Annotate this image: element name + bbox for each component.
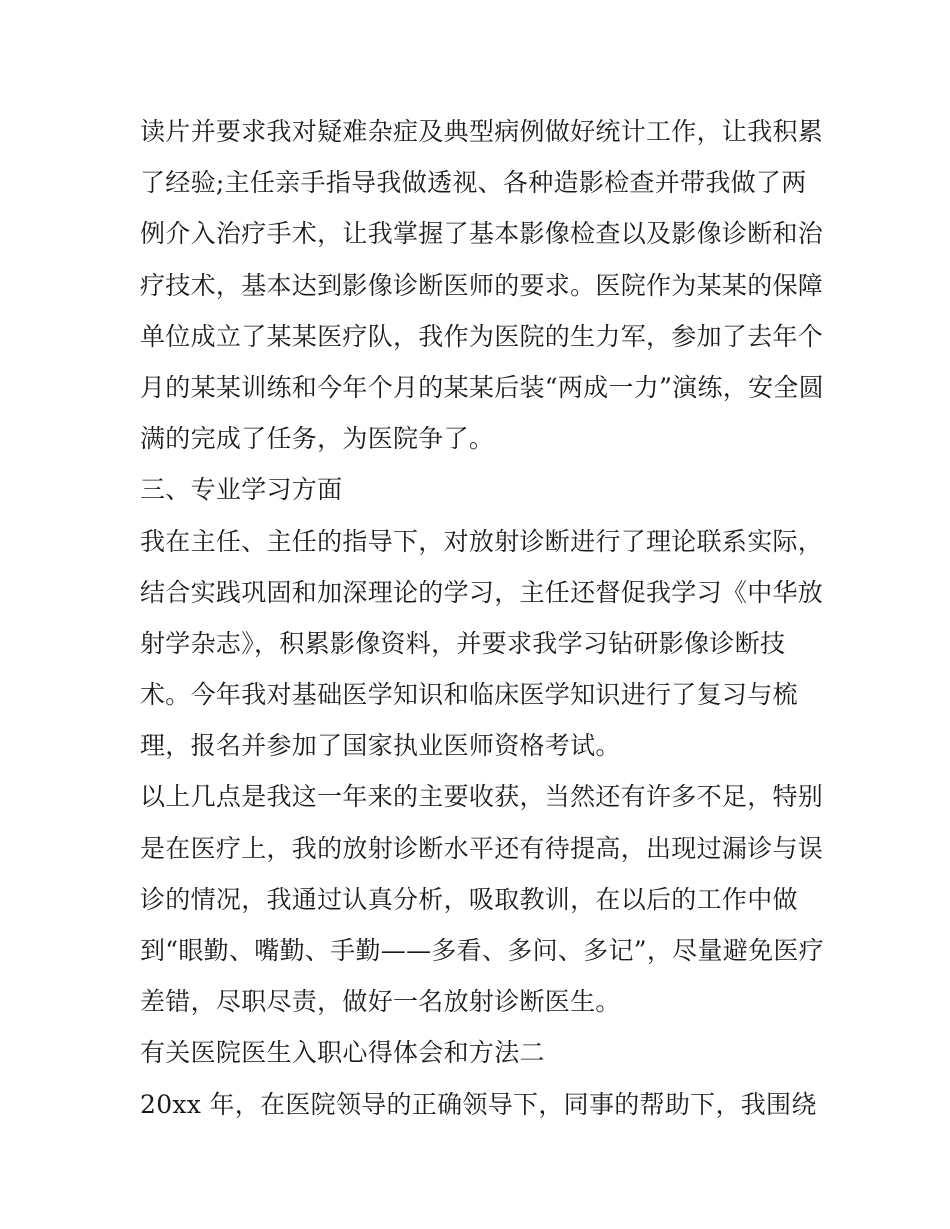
text-line: 20xx 年，在医院领导的正确领导下，同事的帮助下，我围绕	[140, 1089, 817, 1119]
document-body	[140, 106, 824, 1130]
text-line: 射学杂志》，积累影像资料，并要求我学习钻研影像诊断技	[140, 628, 786, 658]
text-line: 了经验;主任亲手指导我做透视、各种造影检查并带我做了两	[140, 168, 807, 198]
text-line: 结合实践巩固和加深理论的学习，主任还督促我学习《中华放	[140, 577, 824, 607]
text-line: 诊的情况，我通过认真分析，吸取教训，在以后的工作中做	[140, 884, 798, 914]
section-heading: 三、专业学习方面	[140, 475, 343, 505]
text-line: 我在主任、主任的指导下，对放射诊断进行了理论联系实际，	[140, 526, 824, 556]
text-line: 是在医疗上，我的放射诊断水平还有待提高，出现过漏诊与误	[140, 833, 824, 863]
text-line: 差错，尽职尽责，做好一名放射诊断医生。	[140, 987, 621, 1017]
text-line: 疗技术，基本达到影像诊断医师的要求。医院作为某某的保障	[140, 270, 824, 300]
text-line: 读片并要求我对疑难杂症及典型病例做好统计工作，让我积累	[140, 117, 824, 146]
text-line: 例介入治疗手术，让我掌握了基本影像检查以及影像诊断和治	[140, 219, 824, 249]
text-line: 以上几点是我这一年来的主要收获，当然还有许多不足，特别	[140, 782, 824, 812]
text-line: 到“眼勤、嘴勤、手勤——多看、多问、多记”，尽量避免医疗	[140, 936, 824, 965]
text-line: 理，报名并参加了国家执业医师资格考试。	[140, 731, 621, 761]
text-line: 满的完成了任务，为医院争了。	[140, 424, 495, 454]
text-line: 月的某某训练和今年个月的某某后装“两成一力”演练，安全圆	[140, 372, 824, 402]
text-line: 单位成立了某某医疗队，我作为医院的生力军，参加了去年个	[140, 321, 824, 351]
section-title: 有关医院医生入职心得体会和方法二	[140, 1038, 545, 1068]
text-line: 术。今年我对基础医学知识和临床医学知识进行了复习与梳	[140, 680, 798, 710]
